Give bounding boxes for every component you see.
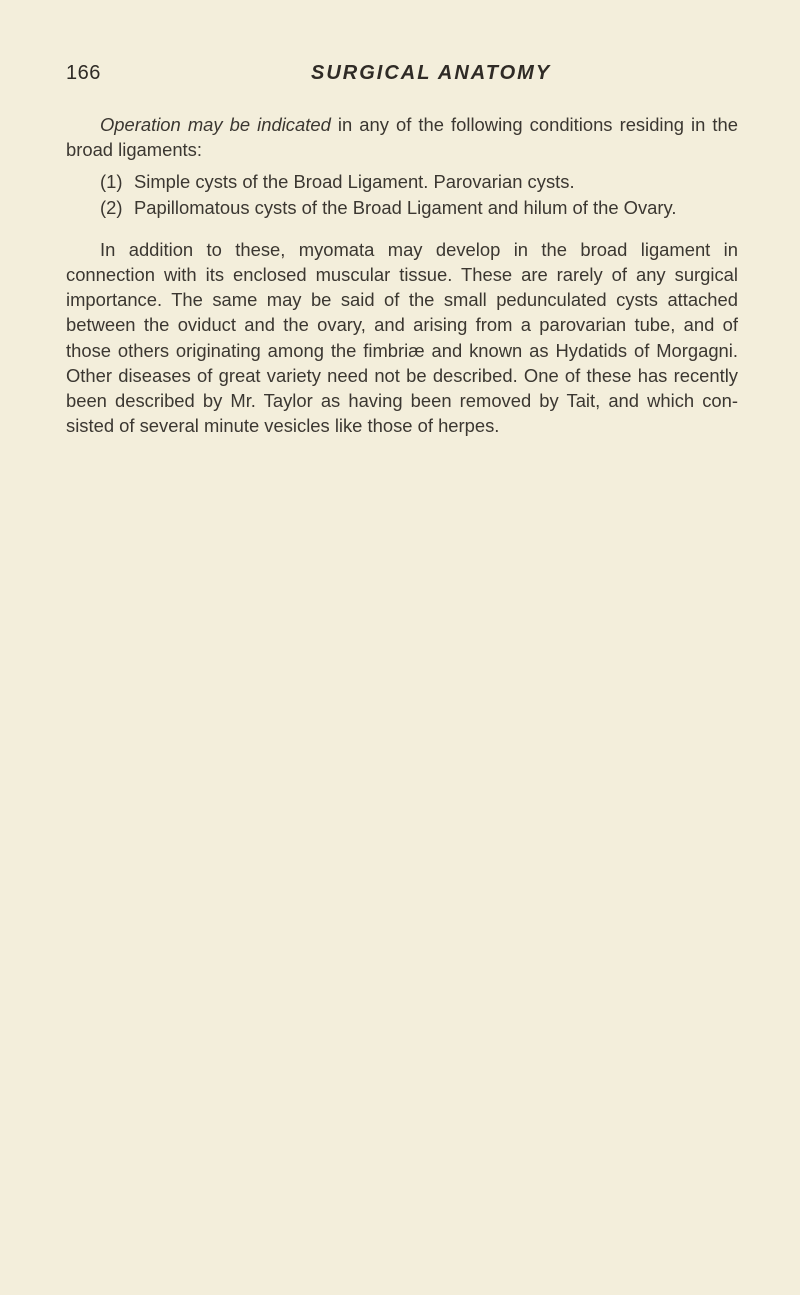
list-item-number: (2) bbox=[100, 196, 123, 218]
intro-italic-lead: Operation may be indicated bbox=[100, 114, 331, 135]
list-item bbox=[66, 195, 738, 220]
second-paragraph: In addition to these, myomata may develop in the broad ligament in connection with its enclosed muscular tissue. These are rarely of any surgical importance. The same may be said of the small pedunculated cysts attached between the oviduct and the ovary, and arising from a parovarian tube, and of those others originating among the fimbriæ and known as Hydatids of Morgagni. Other diseases of great variety need not be described. One of these has recently been described by Mr. Taylor as having been removed by Tait, and which con-sisted of several minute vesicles like those of herpes. bbox=[66, 238, 738, 437]
running-title: SURGICAL ANATOMY bbox=[311, 62, 552, 84]
list-item bbox=[66, 169, 738, 194]
page-number: 166 bbox=[66, 62, 101, 84]
conditions-list bbox=[66, 169, 738, 219]
list-item-text: Simple cysts of the Broad Ligament. Parovarian cysts. bbox=[134, 171, 575, 193]
list-item-number: (1) bbox=[100, 171, 123, 193]
page-header bbox=[66, 62, 746, 92]
list-item-text: Papillomatous cysts of the Broad Ligament and hilum of the Ovary. bbox=[134, 196, 677, 218]
body-text bbox=[66, 112, 738, 438]
intro-rest: in any of the following conditions residing in the broad ligaments: bbox=[66, 114, 738, 161]
intro-paragraph bbox=[66, 112, 738, 162]
